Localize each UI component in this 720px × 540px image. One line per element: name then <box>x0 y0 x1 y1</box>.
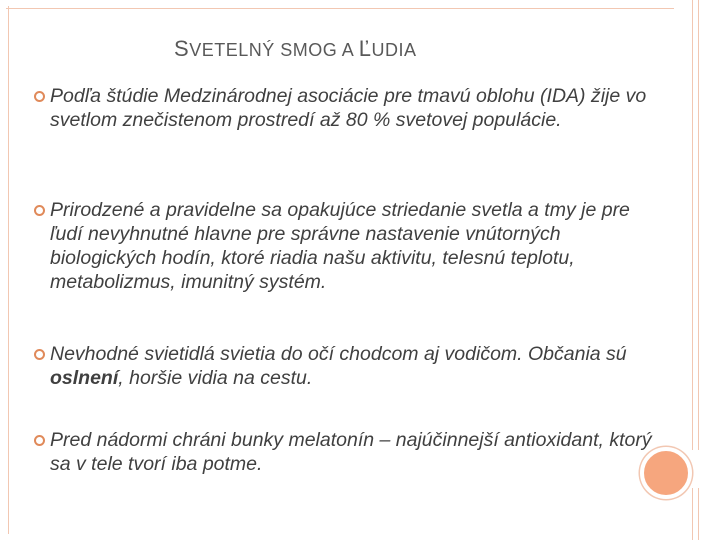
title-text-2: UDIA <box>371 40 417 60</box>
bullet-text-emphasis: oslnení <box>50 367 119 389</box>
bullet-text: Pred nádormi chráni bunky melatonín – najúčinnejší antioxidant, ktorý sa v tele tvorí iba potme. <box>50 429 652 475</box>
bullet-circle-icon <box>34 435 45 446</box>
title-text: VETELNÝ SMOG A <box>189 40 359 60</box>
bullet-text-part: , horšie vidia na cestu. <box>118 367 313 389</box>
title-initial: S <box>174 36 190 61</box>
bullet-circle-icon <box>34 91 45 102</box>
frame-left-line <box>8 6 9 534</box>
frame-top-line <box>6 8 674 9</box>
frame-right-line <box>692 488 693 540</box>
bullet-text: Prirodzené a pravidelne sa opakujúce striedanie svetla a tmy je pre ľudí nevyhnutné hlavne pre správne nastavenie vnútorných biologických hodín, ktoré riadia našu aktivitu, telesnú teplotu, metabolizmus, imunitný systém. <box>50 199 630 293</box>
bullet-text: Podľa štúdie Medzinárodnej asociácie pre tmavú oblohu (IDA) žije vo svetlom znečistenom prostredí až 80 % svetovej populácie. <box>50 85 647 131</box>
bullet-circle-icon <box>34 205 45 216</box>
frame-right-line <box>692 0 693 450</box>
bullet-text <box>50 342 664 390</box>
title-initial-2: Ľ <box>358 36 372 61</box>
bullet-text-part: Nevhodné svietidlá svietia do očí chodcom aj vodičom. Občania sú <box>50 343 627 365</box>
bullet-circle-icon <box>34 349 45 360</box>
slide-title <box>174 36 417 62</box>
frame-right-line <box>698 488 699 540</box>
frame-right-line <box>698 0 699 450</box>
